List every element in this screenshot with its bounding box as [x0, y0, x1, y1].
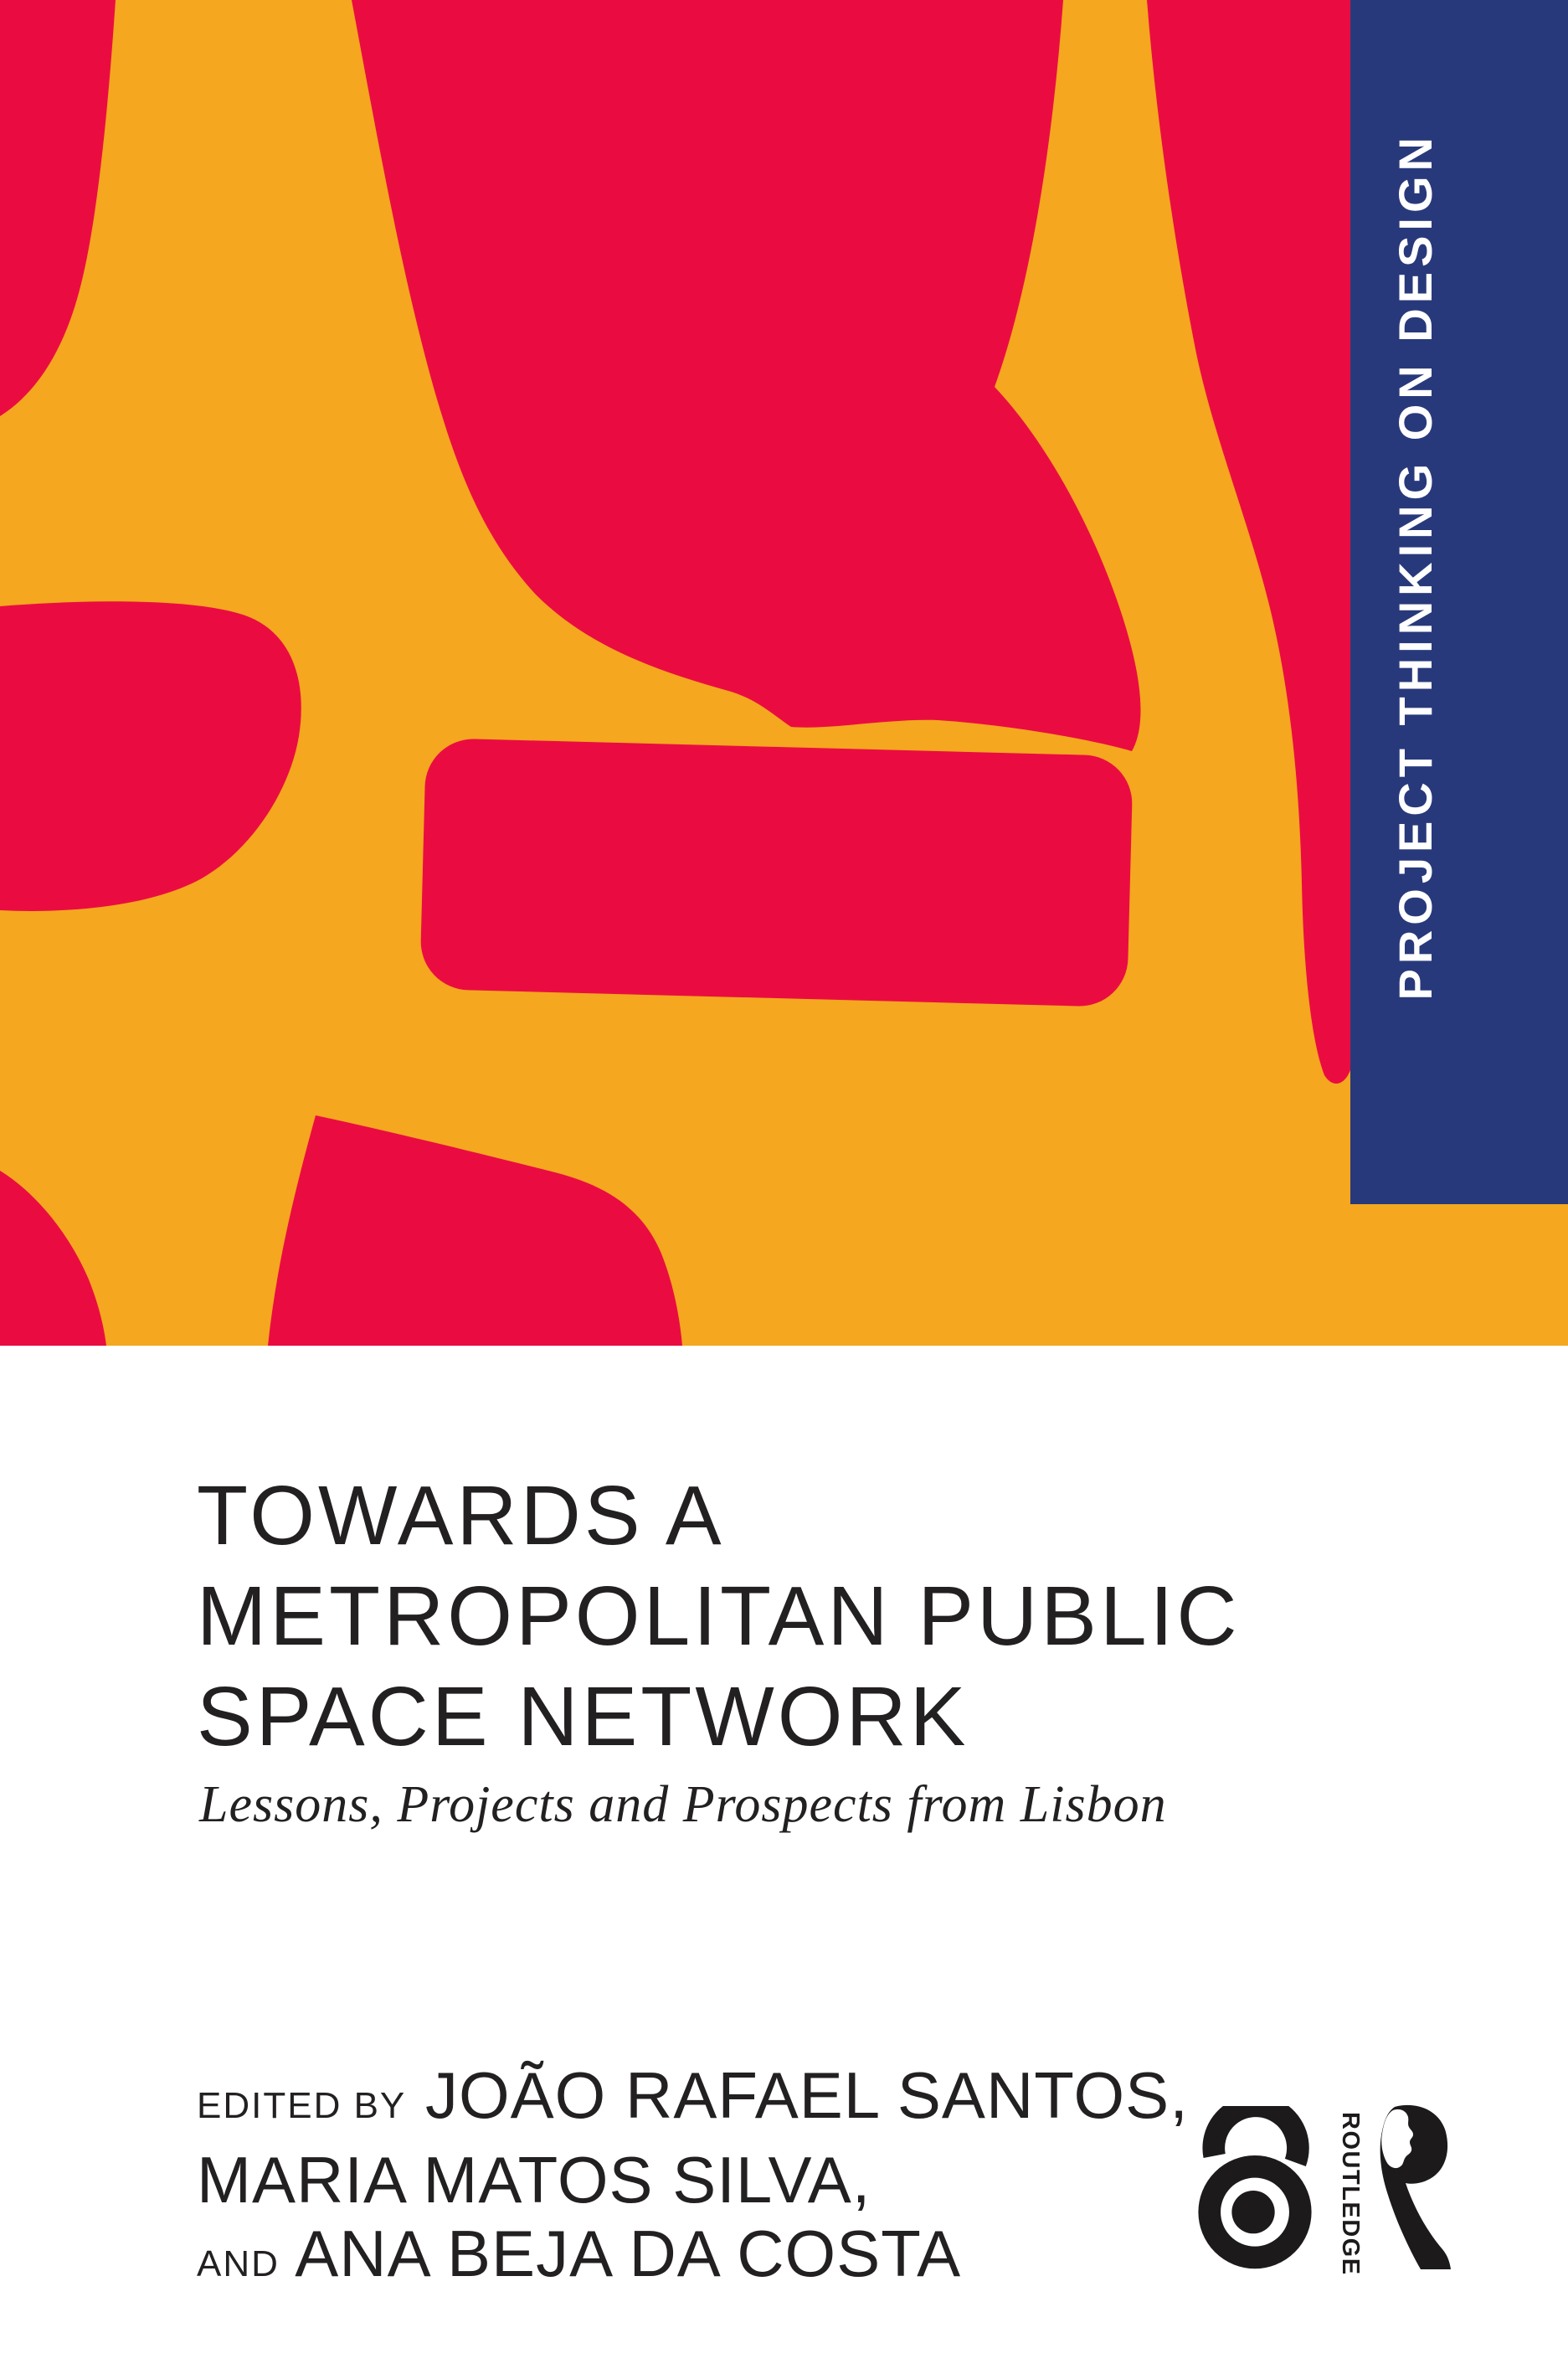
title-line-3: SPACE NETWORK	[197, 1670, 969, 1764]
routledge-r-icon	[1376, 2104, 1453, 2273]
and-label: AND	[197, 2243, 280, 2284]
book-subtitle: Lessons, Projects and Prospects from Lisbon	[199, 1776, 1167, 1833]
publisher-logo	[1336, 2104, 1462, 2276]
red-rounded-rectangle-center	[419, 738, 1134, 1007]
routledge-r-heads	[1380, 2105, 1451, 2269]
title-line-2: METROPOLITAN PUBLIC	[197, 1569, 1241, 1663]
title-line-1: TOWARDS A	[197, 1469, 725, 1563]
editors-line-3	[197, 2217, 1285, 2301]
editor-name-2: MARIA MATOS SILVA,	[197, 2143, 871, 2217]
editors-line-1	[197, 2058, 1285, 2143]
open-access-shackle	[1214, 2106, 1298, 2162]
series-band	[1350, 0, 1568, 1204]
edited-by-label: EDITED BY	[197, 2085, 407, 2126]
publisher-name: ROUTLEDGE	[1337, 2112, 1364, 2276]
open-access-keyhole	[1231, 2191, 1274, 2233]
book-title	[197, 1465, 1452, 1767]
editors-block	[197, 2058, 1285, 2301]
editor-name-3: ANA BEJA DA COSTA	[295, 2217, 962, 2290]
editor-name-1: JOÃO RAFAEL SANTOS,	[424, 2058, 1189, 2132]
series-title: PROJECT THINKING ON DESIGN	[1389, 132, 1442, 1001]
editors-line-2	[197, 2143, 1285, 2217]
open-access-icon	[1193, 2106, 1317, 2272]
